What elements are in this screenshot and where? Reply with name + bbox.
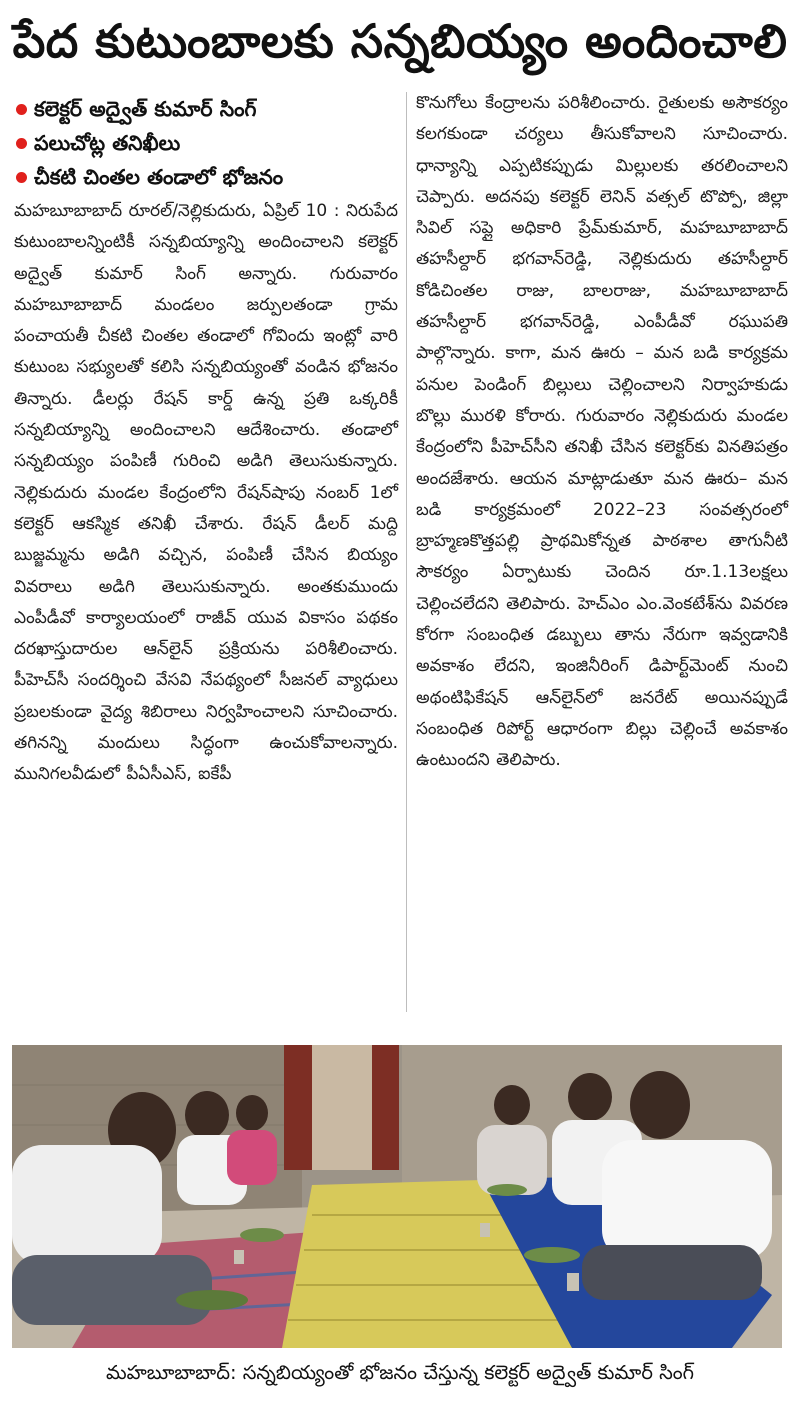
article-photo [12, 1045, 782, 1348]
article-body-left: మహబూబాబాద్ రూరల్/నెల్లికుదురు, ఏప్రిల్ 10 : నిరుపేద కుటుంబాలన్నింటికీ సన్నబియ్యాన్ని అందించాలని కలెక్టర్ అద్వైత్ కుమార్ సింగ్ అన్నారు. గురువారం మహబూబాబాద్ మండలం జర్పులతండా గ్రామ పంచాయతీ చీకటి చింతల తండాలో గోవిందు ఇంట్లో వారి కుటుంబ సభ్యులతో కలిసి సన్నబియ్యంతో వండిన భోజనం తిన్నారు. డీలర్లు రేషన్ కార్డ్ ఉన్న ప్రతి ఒక్కరికీ సన్నబియ్యాన్ని అందించాలని ఆదేశించారు. తండాలో సన్నబియ్యం పంపిణీ గురించి అడిగి తెలుసుకున్నారు. నెల్లికుదురు మండల కేంద్రంలోని రేషన్‌షాపు నంబర్ 1లో కలెక్టర్ ఆకస్మిక తనిఖీ చేశారు. రేషన్ డీలర్ మద్ది బుజ్జమ్మను అడిగి వచ్చిన, పంపిణీ చేసిన బియ్యం వివరాలు అడిగి తెలుసుకున్నారు. అంతకుముందు ఎంపీడీవో కార్యాలయంలో రాజీవ్ యువ వికాసం పథకం దరఖాస్తుదారుల ఆన్‌లైన్ ప్రక్రియను పరిశీలించారు. పీహెచ్‌సీ సందర్శించి వేసవి నేపథ్యంలో సీజనల్ వ్యాధులు ప్రబలకుండా వైద్య శిబిరాలు నిర్వహించాలని సూచించారు. తగినన్ని మందులు సిద్ధంగా ఉంచుకోవాలన్నారు. మునిగలవీడులో పీఏసీఎస్, ఐకేపీ [14, 201, 398, 785]
article-column-right [416, 88, 788, 777]
highlight-item [14, 126, 398, 160]
article-column-left [14, 88, 398, 791]
photo-illustration [12, 1045, 782, 1348]
photo-caption: మహబూబాబాద్: సన్నబియ్యంతో భోజనం చేస్తున్న కలెక్టర్ అద్వైత్ కుమార్ సింగ్ [105, 1361, 695, 1384]
bullet-icon [16, 172, 27, 183]
highlight-item [14, 92, 398, 126]
column-divider [406, 92, 407, 1012]
highlight-text: కలెక్టర్ అద్వైత్ కుమార్ సింగ్ [34, 97, 257, 121]
highlight-list [14, 92, 398, 194]
highlight-item [14, 160, 398, 194]
article-body-right: కొనుగోలు కేంద్రాలను పరిశీలించారు. రైతులకు అసౌకర్యం కలగకుండా చర్యలు తీసుకోవాలని సూచించారు. ధాన్యాన్ని ఎప్పటికప్పుడు మిల్లులకు తరలించాలని చెప్పారు. అదనపు కలెక్టర్ లెనిన్ వత్సల్ టొప్పో, జిల్లా సివిల్ సప్లై అధికారి ప్రేమ్‌కుమార్, మహబూబాబాద్ తహసీల్దార్ భగవాన్‌రెడ్డి, నెల్లికుదురు తహసీల్దార్ కోడిచింతల రాజు, బాలరాజు, మహబూబాబాద్ తహసీల్దార్ భగవాన్‌రెడ్డి, ఎంపీడీవో రఘుపతి పాల్గొన్నారు. కాగా, మన ఊరు – మన బడి కార్యక్రమ పనుల పెండింగ్ బిల్లులు చెల్లించాలని నిర్వాహకుడు బొల్లు మురళి కోరారు. గురువారం నెల్లికుదురు మండల కేంద్రంలోని పీహెచ్‌సీని తనిఖీ చేసిన కలెక్టర్‌కు వినతిపత్రం అందజేశారు. ఆయన మాట్లాడుతూ మన ఊరు– మన బడి కార్యక్రమంలో 2022–23 సంవత్సరంలో బ్రాహ్మణకొత్తపల్లి ప్రాథమికోన్నత పాఠశాల తాగునీటి సౌకర్యం ఏర్పాటుకు చెందిన రూ.1.13లక్షలు చెల్లించలేదని తెలిపారు. హెచ్‌ఎం ఎం.వెంకటేశ్‌ను వివరణ కోరగా సంబంధిత డబ్బులు తాను నేరుగా ఇవ్వడానికి అవకాశం లేదని, ఇంజినీరింగ్ డిపార్ట్‌మెంట్ నుంచి అథంటిఫికేషన్ ఆన్‌లైన్‌లో జనరేట్ అయినప్పుడే సంబంధిత రిపోర్ట్ ఆధారంగా బిల్లు చెల్లించే అవకాశం ఉంటుందని తెలిపారు. [416, 93, 788, 771]
highlight-text: చీకటి చింతల తండాలో భోజనం [34, 165, 284, 189]
headline: పేద కుటుంబాలకు సన్నబియ్యం అందించాలి [12, 14, 788, 68]
bullet-icon [16, 104, 27, 115]
bullet-icon [16, 138, 27, 149]
highlight-text: పలుచోట్ల తనిఖీలు [34, 131, 181, 155]
